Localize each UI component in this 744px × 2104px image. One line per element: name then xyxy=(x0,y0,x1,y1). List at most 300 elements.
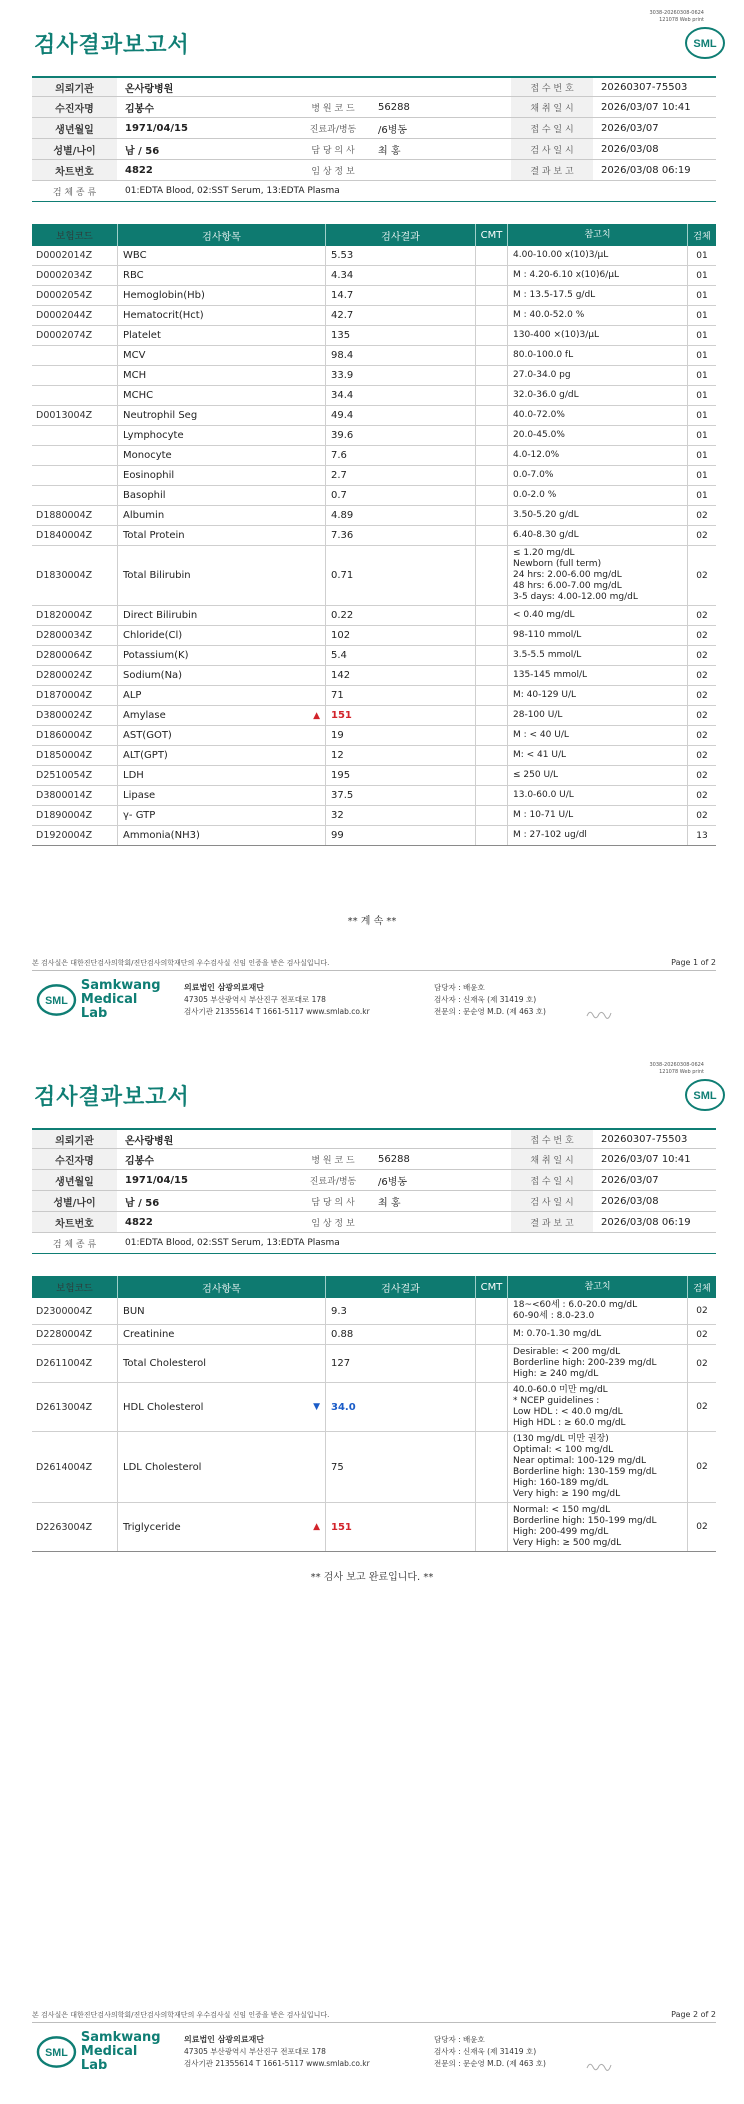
test-item xyxy=(118,1383,326,1431)
clinical-label: 임 상 정 보 xyxy=(296,1212,370,1232)
test-item-label: RBC xyxy=(123,270,144,281)
test-item xyxy=(118,766,326,785)
specimen-code: 01 xyxy=(696,450,708,461)
test-result: 0.88 xyxy=(326,1325,476,1344)
test-item-label: Total Cholesterol xyxy=(123,1358,206,1369)
insurance-code: D2800064Z xyxy=(32,646,118,665)
reference-range xyxy=(508,1298,688,1324)
footer-divider xyxy=(32,970,716,971)
reference-line: Very high: ≥ 190 mg/dL xyxy=(513,1489,621,1499)
test-item-label: MCH xyxy=(123,370,147,381)
reference-line: 40.0-60.0 미만 mg/dL xyxy=(513,1385,608,1395)
insurance-code: D0002034Z xyxy=(32,266,118,285)
test-result: 0.22 xyxy=(326,606,476,625)
results-table-header xyxy=(32,224,716,246)
reference-line: Newborn (full term) xyxy=(513,559,602,569)
comment xyxy=(476,406,508,425)
reference-range xyxy=(508,546,688,605)
hospital-code-value: 56288 xyxy=(378,101,410,113)
page-number: Page 1 of 2 xyxy=(671,958,716,967)
chart-label: 차트번호 xyxy=(32,1212,117,1232)
test-result: 34.4 xyxy=(326,386,476,405)
high-flag-icon: ▲ xyxy=(313,1522,320,1532)
reference-line: 60-90세 : 8.0-23.0 xyxy=(513,1311,595,1321)
reference-line: ≤ 250 U/L xyxy=(513,770,559,780)
test-result: 98.4 xyxy=(326,346,476,365)
comment xyxy=(476,326,508,345)
comment xyxy=(476,526,508,545)
patient-value: 김봉수 xyxy=(125,1155,154,1167)
insurance-code: D0013004Z xyxy=(32,406,118,425)
report-date-value: 2026/03/08 06:19 xyxy=(601,164,691,176)
test-result: 151 xyxy=(326,1503,476,1551)
insurance-code: D0002044Z xyxy=(32,306,118,325)
insurance-code: D2613004Z xyxy=(32,1383,118,1431)
comment xyxy=(476,346,508,365)
reference-range xyxy=(508,786,688,805)
test-item xyxy=(118,246,326,265)
test-result: 195 xyxy=(326,766,476,785)
reference-line: (130 mg/dL 미만 권장) xyxy=(513,1434,609,1444)
signature-icon xyxy=(586,1008,612,1023)
test-item-label: LDL Cholesterol xyxy=(123,1461,202,1473)
specimen-code: 01 xyxy=(696,470,708,481)
specimen-code: 02 xyxy=(696,1402,708,1412)
patient-info xyxy=(32,1128,716,1254)
reference-line: M: < 41 U/L xyxy=(513,750,567,760)
reference-range xyxy=(508,366,688,385)
low-flag-icon: ▼ xyxy=(313,1402,320,1412)
test-item-label: Creatinine xyxy=(123,1329,175,1340)
test-item xyxy=(118,626,326,645)
test-item xyxy=(118,1325,326,1344)
table-row xyxy=(32,526,716,546)
print-code xyxy=(649,1062,704,1076)
receipt-date-value: 2026/03/07 xyxy=(601,122,659,134)
reference-range xyxy=(508,506,688,525)
table-row xyxy=(32,726,716,746)
reference-range xyxy=(508,706,688,725)
sex-age-value: 남 / 56 xyxy=(125,1197,160,1209)
logo-line-1: Samkwang xyxy=(80,2030,161,2045)
test-item-label: Lipase xyxy=(123,790,156,801)
doctor-label: 담 당 의 사 xyxy=(296,1191,370,1211)
insurance-code xyxy=(32,366,118,385)
reference-range xyxy=(508,686,688,705)
test-item-label: Direct Bilirubin xyxy=(123,610,198,621)
comment xyxy=(476,486,508,505)
test-item xyxy=(118,306,326,325)
table-row xyxy=(32,806,716,826)
reference-line: Low HDL : < 40.0 mg/dL xyxy=(513,1407,623,1417)
specimen-value: 01:EDTA Blood, 02:SST Serum, 13:EDTA Plasma xyxy=(125,186,340,196)
dept-value: /6병동 xyxy=(378,124,408,136)
comment xyxy=(476,286,508,305)
test-item xyxy=(118,386,326,405)
insurance-code xyxy=(32,466,118,485)
specimen-code: 02 xyxy=(696,1306,708,1316)
insurance-code: D1860004Z xyxy=(32,726,118,745)
test-result: 71 xyxy=(326,686,476,705)
collect-date-value: 2026/03/07 10:41 xyxy=(601,101,691,113)
table-row xyxy=(32,1298,716,1325)
table-row xyxy=(32,426,716,446)
reference-range xyxy=(508,486,688,505)
reference-line: 13.0-60.0 U/L xyxy=(513,790,574,800)
test-date-label: 검 사 일 시 xyxy=(511,1191,593,1211)
results-table xyxy=(32,1276,716,1552)
receipt-date-value: 2026/03/07 xyxy=(601,1174,659,1186)
comment xyxy=(476,806,508,825)
sml-footer-logo-icon xyxy=(36,983,77,1017)
org-contact: 검사기관 21355614 T 1661-5117 www.smlab.co.kr xyxy=(184,2059,370,2068)
test-item-label: Monocyte xyxy=(123,450,172,461)
clinical-value xyxy=(370,160,511,180)
test-result: 2.7 xyxy=(326,466,476,485)
request-org-value: 온사랑병원 xyxy=(125,1135,174,1147)
reference-line: M : 40.0-52.0 % xyxy=(513,310,585,320)
insurance-code: D2300004Z xyxy=(32,1298,118,1324)
test-item-label: Lymphocyte xyxy=(123,430,184,441)
table-row xyxy=(32,446,716,466)
sml-logo xyxy=(684,26,726,60)
specimen-code: 02 xyxy=(696,1358,708,1369)
insurance-code: D1820004Z xyxy=(32,606,118,625)
reference-range xyxy=(508,246,688,265)
sml-footer-logo-icon xyxy=(36,2035,77,2069)
test-item xyxy=(118,606,326,625)
hospital-code-value: 56288 xyxy=(378,1153,410,1165)
report-page-2 xyxy=(0,1052,744,2104)
chart-value: 4822 xyxy=(125,1216,153,1228)
table-row xyxy=(32,606,716,626)
high-flag-icon: ▲ xyxy=(313,710,320,721)
comment xyxy=(476,826,508,845)
test-result: 37.5 xyxy=(326,786,476,805)
test-item xyxy=(118,526,326,545)
specimen-code: 02 xyxy=(696,750,708,761)
org-address: 47305 부산광역시 부산진구 전포대로 178 xyxy=(184,2047,326,2056)
reference-line: 27.0-34.0 pg xyxy=(513,370,571,380)
reference-line: Very High: ≥ 500 mg/dL xyxy=(513,1538,622,1548)
test-result: 39.6 xyxy=(326,426,476,445)
specimen-code: 02 xyxy=(696,790,708,801)
insurance-code: D0002014Z xyxy=(32,246,118,265)
header-result: 검사결과 xyxy=(326,224,476,246)
dept-label: 진료과/병동 xyxy=(296,1170,370,1190)
test-item-label: MCHC xyxy=(123,390,154,401)
test-item xyxy=(118,706,326,725)
test-item xyxy=(118,1432,326,1502)
specimen-value: 01:EDTA Blood, 02:SST Serum, 13:EDTA Plasma xyxy=(125,1238,340,1248)
test-item xyxy=(118,746,326,765)
receipt-no-label: 접 수 번 호 xyxy=(511,78,593,96)
specimen-code: 02 xyxy=(696,810,708,821)
test-item-label: Neutrophil Seg xyxy=(123,410,198,421)
reference-range xyxy=(508,826,688,845)
footer-logo xyxy=(36,2032,166,2072)
specimen-code: 01 xyxy=(696,250,708,261)
logo-line-2: Medical Lab xyxy=(80,992,138,1021)
reference-range xyxy=(508,1383,688,1431)
collect-date-label: 채 취 일 시 xyxy=(511,1149,593,1169)
test-item-label: AST(GOT) xyxy=(123,730,172,741)
test-result: 9.3 xyxy=(326,1298,476,1324)
insurance-code: D1830004Z xyxy=(32,546,118,605)
sml-logo xyxy=(684,1078,726,1112)
test-item-label: MCV xyxy=(123,350,146,361)
test-item-label: Basophil xyxy=(123,490,166,501)
reference-range xyxy=(508,426,688,445)
test-result: 19 xyxy=(326,726,476,745)
reference-range xyxy=(508,346,688,365)
test-result: 102 xyxy=(326,626,476,645)
reference-line: 4.0-12.0% xyxy=(513,450,560,460)
specimen-code: 02 xyxy=(696,1522,708,1532)
test-item xyxy=(118,366,326,385)
reference-range xyxy=(508,526,688,545)
results-table xyxy=(32,224,716,846)
test-item-label: Hemoglobin(Hb) xyxy=(123,290,205,301)
comment xyxy=(476,726,508,745)
table-row xyxy=(32,1503,716,1552)
clinical-label: 임 상 정 보 xyxy=(296,160,370,180)
reference-line: 28-100 U/L xyxy=(513,710,563,720)
reference-range xyxy=(508,386,688,405)
table-row xyxy=(32,646,716,666)
comment xyxy=(476,666,508,685)
reference-range xyxy=(508,766,688,785)
reference-range xyxy=(508,1325,688,1344)
comment xyxy=(476,446,508,465)
specimen-label: 검 체 종 류 xyxy=(32,181,117,201)
specimen-code: 02 xyxy=(696,650,708,661)
test-item-label: Hematocrit(Hct) xyxy=(123,310,204,321)
test-item-label: Platelet xyxy=(123,330,161,341)
reference-line: 3.50-5.20 g/dL xyxy=(513,510,579,520)
table-row xyxy=(32,826,716,846)
reference-line: High: 200-499 mg/dL xyxy=(513,1527,609,1537)
header-code: 보험코드 xyxy=(32,224,118,246)
reference-line: 3-5 days: 4.00-12.00 mg/dL xyxy=(513,592,638,602)
comment xyxy=(476,506,508,525)
specimen-code: 02 xyxy=(696,530,708,541)
receipt-date-label: 접 수 일 시 xyxy=(511,1170,593,1190)
svg-text:SML: SML xyxy=(693,38,717,50)
table-row xyxy=(32,1383,716,1432)
insurance-code: D0002054Z xyxy=(32,286,118,305)
table-row xyxy=(32,786,716,806)
cert-note: 본 검사실은 대한진단검사의학회/진단검사의학재단의 우수검사실 신임 인증을 받은 검사실입니다. xyxy=(32,959,330,967)
table-row xyxy=(32,626,716,646)
reference-line: Near optimal: 100-129 mg/dL xyxy=(513,1456,646,1466)
test-result: 135 xyxy=(326,326,476,345)
test-item-label: Albumin xyxy=(123,510,165,521)
test-result: 49.4 xyxy=(326,406,476,425)
print-code-line-2: 121078 Web print xyxy=(659,1069,704,1075)
specimen-code: 02 xyxy=(696,710,708,721)
reference-range xyxy=(508,1432,688,1502)
test-result: 14.7 xyxy=(326,286,476,305)
reference-line: High: 160-189 mg/dL xyxy=(513,1478,609,1488)
reference-range xyxy=(508,606,688,625)
results-table-body xyxy=(32,1298,716,1552)
test-item-label: γ- GTP xyxy=(123,810,156,821)
reference-line: 6.40-8.30 g/dL xyxy=(513,530,579,540)
comment xyxy=(476,766,508,785)
reference-range xyxy=(508,406,688,425)
comment xyxy=(476,266,508,285)
staff-tester: 검사자 : 신재욱 (제 31419 호) xyxy=(434,2047,537,2056)
reference-line: Borderline high: 150-199 mg/dL xyxy=(513,1516,657,1526)
specimen-code: 02 xyxy=(696,610,708,621)
specimen-label: 검 체 종 류 xyxy=(32,1233,117,1253)
test-item-label: WBC xyxy=(123,250,147,261)
table-row xyxy=(32,746,716,766)
specimen-code: 01 xyxy=(696,270,708,281)
specimen-code: 02 xyxy=(696,510,708,521)
staff-tester: 검사자 : 신재욱 (제 31419 호) xyxy=(434,995,537,1004)
patient-label: 수진자명 xyxy=(32,1149,117,1169)
reference-line: 3.5-5.5 mmol/L xyxy=(513,650,582,660)
receipt-no-value: 20260307-75503 xyxy=(601,1133,688,1145)
patient-label: 수진자명 xyxy=(32,97,117,117)
specimen-code: 02 xyxy=(696,630,708,641)
test-result: 4.34 xyxy=(326,266,476,285)
comment xyxy=(476,786,508,805)
reference-line: 40.0-72.0% xyxy=(513,410,565,420)
footer-staff xyxy=(434,982,546,1018)
specimen-code: 02 xyxy=(696,1462,708,1472)
test-date-value: 2026/03/08 xyxy=(601,143,659,155)
test-item xyxy=(118,1345,326,1382)
test-item xyxy=(118,286,326,305)
insurance-code xyxy=(32,386,118,405)
print-code-line-1: 3038-20260308-0624 xyxy=(649,10,704,16)
insurance-code: D2263004Z xyxy=(32,1503,118,1551)
collect-date-label: 채 취 일 시 xyxy=(511,97,593,117)
report-title: 검사결과보고서 xyxy=(34,1085,190,1110)
reference-range xyxy=(508,466,688,485)
test-result: 12 xyxy=(326,746,476,765)
test-item xyxy=(118,1503,326,1551)
comment xyxy=(476,1345,508,1382)
reference-range xyxy=(508,326,688,345)
signature-icon xyxy=(586,2060,612,2075)
header-item: 검사항목 xyxy=(118,1276,326,1298)
patient-info xyxy=(32,76,716,202)
org-name: 의료법인 삼광의료재단 xyxy=(184,2035,265,2044)
test-result: 5.4 xyxy=(326,646,476,665)
reference-line: 98-110 mmol/L xyxy=(513,630,582,640)
reference-line: 20.0-45.0% xyxy=(513,430,565,440)
comment xyxy=(476,626,508,645)
continued-note: ** 계 속 ** xyxy=(347,916,397,927)
reference-range xyxy=(508,646,688,665)
table-row xyxy=(32,286,716,306)
insurance-code: D2611004Z xyxy=(32,1345,118,1382)
test-date-value: 2026/03/08 xyxy=(601,1195,659,1207)
specimen-code: 02 xyxy=(696,690,708,701)
test-result: 99 xyxy=(326,826,476,845)
reference-line: M : 27-102 ug/dl xyxy=(513,830,587,840)
table-row xyxy=(32,506,716,526)
test-item-label: Chloride(Cl) xyxy=(123,630,183,641)
table-row xyxy=(32,366,716,386)
specimen-code: 02 xyxy=(696,1329,708,1340)
reference-line: 135-145 mmol/L xyxy=(513,670,588,680)
reference-line: M : 10-71 U/L xyxy=(513,810,574,820)
reference-line: * NCEP guidelines : xyxy=(513,1396,600,1406)
test-item-label: Ammonia(NH3) xyxy=(123,830,200,841)
reference-line: M: 40-129 U/L xyxy=(513,690,577,700)
footer-org xyxy=(184,2034,370,2070)
sml-logo-icon xyxy=(684,1078,726,1112)
table-row xyxy=(32,666,716,686)
reference-line: M : < 40 U/L xyxy=(513,730,569,740)
insurance-code: D2800024Z xyxy=(32,666,118,685)
reference-line: Desirable: < 200 mg/dL xyxy=(513,1347,621,1357)
specimen-code: 01 xyxy=(696,490,708,501)
test-result: 32 xyxy=(326,806,476,825)
insurance-code xyxy=(32,486,118,505)
report-complete-note: ** 검사 보고 완료입니다. ** xyxy=(310,1572,434,1583)
table-row xyxy=(32,1432,716,1503)
request-org-value: 온사랑병원 xyxy=(125,83,174,95)
table-row xyxy=(32,386,716,406)
test-result: 7.6 xyxy=(326,446,476,465)
reference-line: M : 4.20-6.10 x(10)6/μL xyxy=(513,270,620,280)
reference-line: High HDL : ≥ 60.0 mg/dL xyxy=(513,1418,626,1428)
reference-line: 130-400 ×(10)3/μL xyxy=(513,330,599,340)
reference-line: Normal: < 150 mg/dL xyxy=(513,1505,611,1515)
table-row xyxy=(32,406,716,426)
sex-age-value: 남 / 56 xyxy=(125,145,160,157)
footer-org xyxy=(184,982,370,1018)
insurance-code: D1890004Z xyxy=(32,806,118,825)
results-table-header xyxy=(32,1276,716,1298)
chart-label: 차트번호 xyxy=(32,160,117,180)
header-cmt: CMT xyxy=(476,1276,508,1298)
insurance-code xyxy=(32,426,118,445)
test-result: 0.7 xyxy=(326,486,476,505)
comment xyxy=(476,686,508,705)
reference-line: High: ≥ 240 mg/dL xyxy=(513,1369,599,1379)
footer-logo xyxy=(36,980,166,1020)
test-item-label: Potassium(K) xyxy=(123,650,189,661)
test-item xyxy=(118,826,326,845)
table-row xyxy=(32,346,716,366)
test-item xyxy=(118,1298,326,1324)
reference-line: 80.0-100.0 fL xyxy=(513,350,574,360)
reference-line: M : 13.5-17.5 g/dL xyxy=(513,290,596,300)
dept-value: /6병동 xyxy=(378,1176,408,1188)
comment xyxy=(476,1503,508,1551)
svg-text:SML: SML xyxy=(693,1090,717,1102)
reference-range xyxy=(508,806,688,825)
test-item xyxy=(118,506,326,525)
comment xyxy=(476,306,508,325)
table-row xyxy=(32,766,716,786)
test-item xyxy=(118,786,326,805)
reference-range xyxy=(508,446,688,465)
reference-range xyxy=(508,266,688,285)
page-number: Page 2 of 2 xyxy=(671,2010,716,2019)
insurance-code: D2510054Z xyxy=(32,766,118,785)
header-spec: 검체 xyxy=(693,1283,711,1294)
test-item-label: Total Protein xyxy=(123,530,185,541)
test-item-label: Eosinophil xyxy=(123,470,175,481)
